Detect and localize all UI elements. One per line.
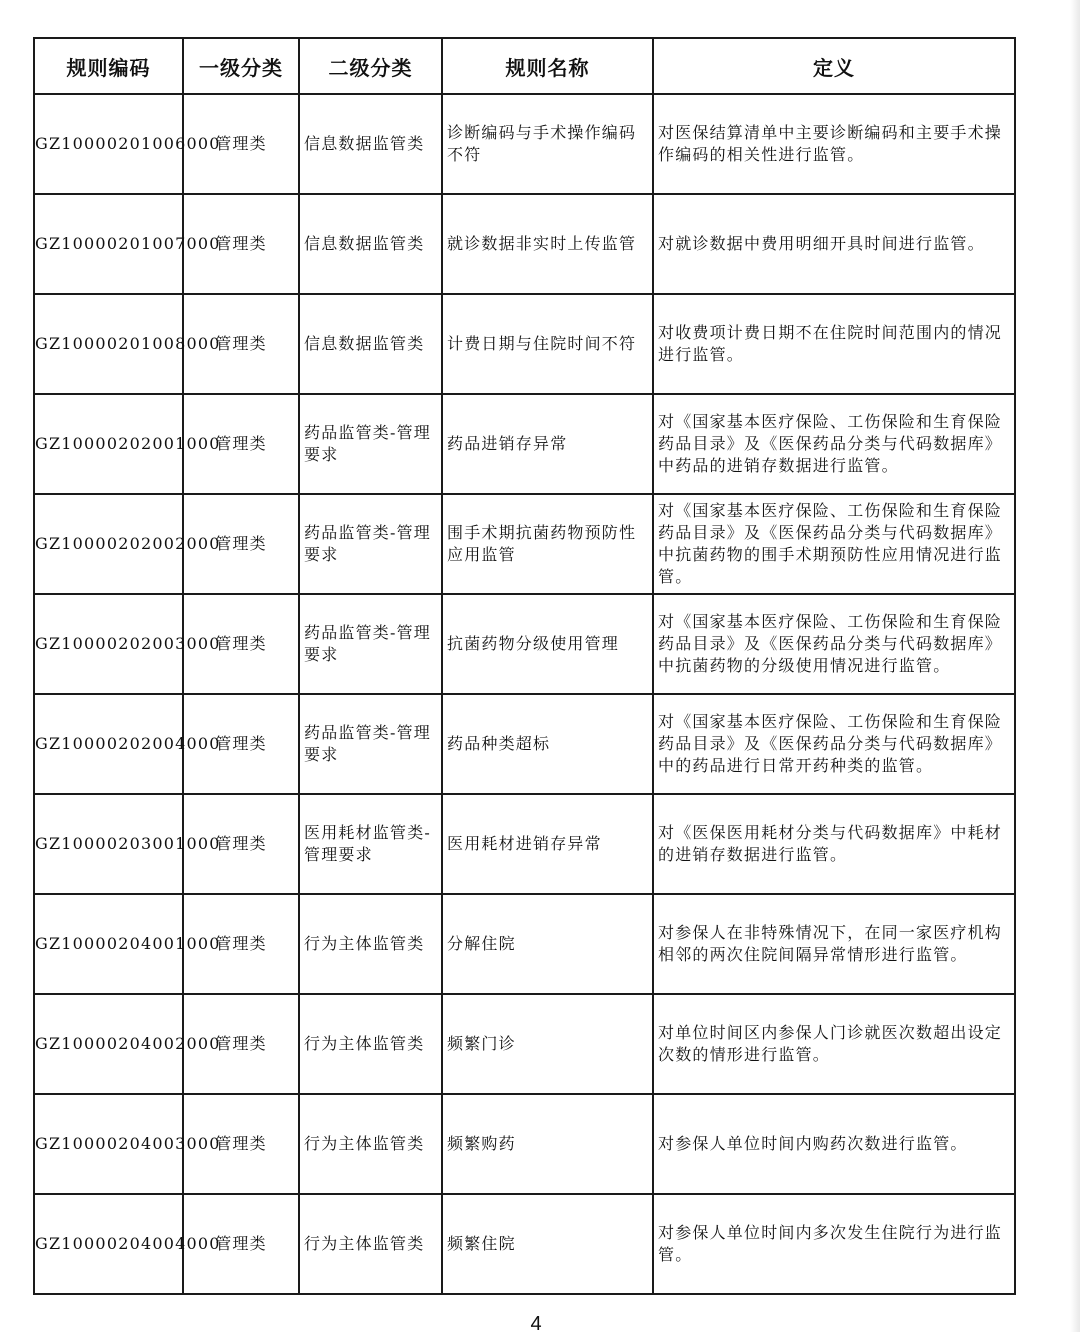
definition-cell: 对参保人单位时间内多次发生住院行为进行监管。 xyxy=(653,1194,1015,1294)
header-level2-category: 二级分类 xyxy=(299,38,442,94)
table-row xyxy=(34,1094,1015,1194)
rule-name-cell: 频繁住院 xyxy=(442,1194,653,1294)
table-row xyxy=(34,594,1015,694)
level2-category-cell: 药品监管类-管理要求 xyxy=(299,394,442,494)
rule-code-cell: GZ10000203001000 xyxy=(34,794,183,894)
table-row xyxy=(34,94,1015,194)
level1-category-cell: 管理类 xyxy=(183,94,299,194)
table-row xyxy=(34,994,1015,1094)
table-row xyxy=(34,394,1015,494)
rule-code-cell: GZ10000204003000 xyxy=(34,1094,183,1194)
rule-name-cell: 计费日期与住院时间不符 xyxy=(442,294,653,394)
level2-category-cell: 行为主体监管类 xyxy=(299,1094,442,1194)
level2-category-cell: 信息数据监管类 xyxy=(299,294,442,394)
definition-cell: 对医保结算清单中主要诊断编码和主要手术操作编码的相关性进行监管。 xyxy=(653,94,1015,194)
rule-code-cell: GZ10000204004000 xyxy=(34,1194,183,1294)
rule-code-cell: GZ10000202002000 xyxy=(34,494,183,594)
rule-code-cell: GZ10000202001000 xyxy=(34,394,183,494)
definition-cell: 对单位时间区内参保人门诊就医次数超出设定次数的情形进行监管。 xyxy=(653,994,1015,1094)
rules-table xyxy=(33,37,1016,1295)
page-edge-shadow xyxy=(1070,0,1080,1332)
definition-cell: 对参保人在非特殊情况下，在同一家医疗机构相邻的两次住院间隔异常情形进行监管。 xyxy=(653,894,1015,994)
rule-name-cell: 药品种类超标 xyxy=(442,694,653,794)
level1-category-cell: 管理类 xyxy=(183,894,299,994)
level2-category-cell: 医用耗材监管类-管理要求 xyxy=(299,794,442,894)
level2-category-cell: 药品监管类-管理要求 xyxy=(299,594,442,694)
table-row xyxy=(34,794,1015,894)
level2-category-cell: 信息数据监管类 xyxy=(299,194,442,294)
level1-category-cell: 管理类 xyxy=(183,494,299,594)
definition-cell: 对收费项计费日期不在住院时间范围内的情况进行监管。 xyxy=(653,294,1015,394)
rule-name-cell: 分解住院 xyxy=(442,894,653,994)
rule-name-cell: 医用耗材进销存异常 xyxy=(442,794,653,894)
level2-category-cell: 行为主体监管类 xyxy=(299,1194,442,1294)
level1-category-cell: 管理类 xyxy=(183,794,299,894)
rule-name-cell: 频繁门诊 xyxy=(442,994,653,1094)
level2-category-cell: 药品监管类-管理要求 xyxy=(299,494,442,594)
level2-category-cell: 药品监管类-管理要求 xyxy=(299,694,442,794)
table-row xyxy=(34,294,1015,394)
level1-category-cell: 管理类 xyxy=(183,394,299,494)
table-row xyxy=(34,694,1015,794)
level2-category-cell: 信息数据监管类 xyxy=(299,94,442,194)
rule-code-cell: GZ10000201007000 xyxy=(34,194,183,294)
table-row xyxy=(34,494,1015,594)
definition-cell: 对《国家基本医疗保险、工伤保险和生育保险药品目录》及《医保药品分类与代码数据库》中药品的进销存数据进行监管。 xyxy=(653,394,1015,494)
level1-category-cell: 管理类 xyxy=(183,1094,299,1194)
header-rule-code: 规则编码 xyxy=(34,38,183,94)
rule-name-cell: 抗菌药物分级使用管理 xyxy=(442,594,653,694)
definition-cell: 对《医保医用耗材分类与代码数据库》中耗材的进销存数据进行监管。 xyxy=(653,794,1015,894)
rule-code-cell: GZ10000204001000 xyxy=(34,894,183,994)
rule-code-cell: GZ10000204002000 xyxy=(34,994,183,1094)
header-level1-category: 一级分类 xyxy=(183,38,299,94)
rule-name-cell: 围手术期抗菌药物预防性应用监管 xyxy=(442,494,653,594)
definition-cell: 对《国家基本医疗保险、工伤保险和生育保险药品目录》及《医保药品分类与代码数据库》中抗菌药物的围手术期预防性应用情况进行监管。 xyxy=(653,494,1015,594)
definition-cell: 对参保人单位时间内购药次数进行监管。 xyxy=(653,1094,1015,1194)
rule-code-cell: GZ10000201006000 xyxy=(34,94,183,194)
level1-category-cell: 管理类 xyxy=(183,194,299,294)
level2-category-cell: 行为主体监管类 xyxy=(299,994,442,1094)
level2-category-cell: 行为主体监管类 xyxy=(299,894,442,994)
header-row xyxy=(34,38,1015,94)
level1-category-cell: 管理类 xyxy=(183,294,299,394)
table-row xyxy=(34,1194,1015,1294)
table-row xyxy=(34,194,1015,294)
header-rule-name: 规则名称 xyxy=(442,38,653,94)
rule-code-cell: GZ10000202003000 xyxy=(34,594,183,694)
rule-code-cell: GZ10000202004000 xyxy=(34,694,183,794)
rule-name-cell: 诊断编码与手术操作编码不符 xyxy=(442,94,653,194)
level1-category-cell: 管理类 xyxy=(183,1194,299,1294)
level1-category-cell: 管理类 xyxy=(183,694,299,794)
definition-cell: 对《国家基本医疗保险、工伤保险和生育保险药品目录》及《医保药品分类与代码数据库》中的药品进行日常开药种类的监管。 xyxy=(653,694,1015,794)
rule-name-cell: 频繁购药 xyxy=(442,1094,653,1194)
table-row xyxy=(34,894,1015,994)
level1-category-cell: 管理类 xyxy=(183,994,299,1094)
header-definition: 定义 xyxy=(653,38,1015,94)
rule-name-cell: 药品进销存异常 xyxy=(442,394,653,494)
rule-name-cell: 就诊数据非实时上传监管 xyxy=(442,194,653,294)
level1-category-cell: 管理类 xyxy=(183,594,299,694)
rule-code-cell: GZ10000201008000 xyxy=(34,294,183,394)
page-number: 4 xyxy=(530,1313,542,1335)
definition-cell: 对《国家基本医疗保险、工伤保险和生育保险药品目录》及《医保药品分类与代码数据库》中抗菌药物的分级使用情况进行监管。 xyxy=(653,594,1015,694)
definition-cell: 对就诊数据中费用明细开具时间进行监管。 xyxy=(653,194,1015,294)
